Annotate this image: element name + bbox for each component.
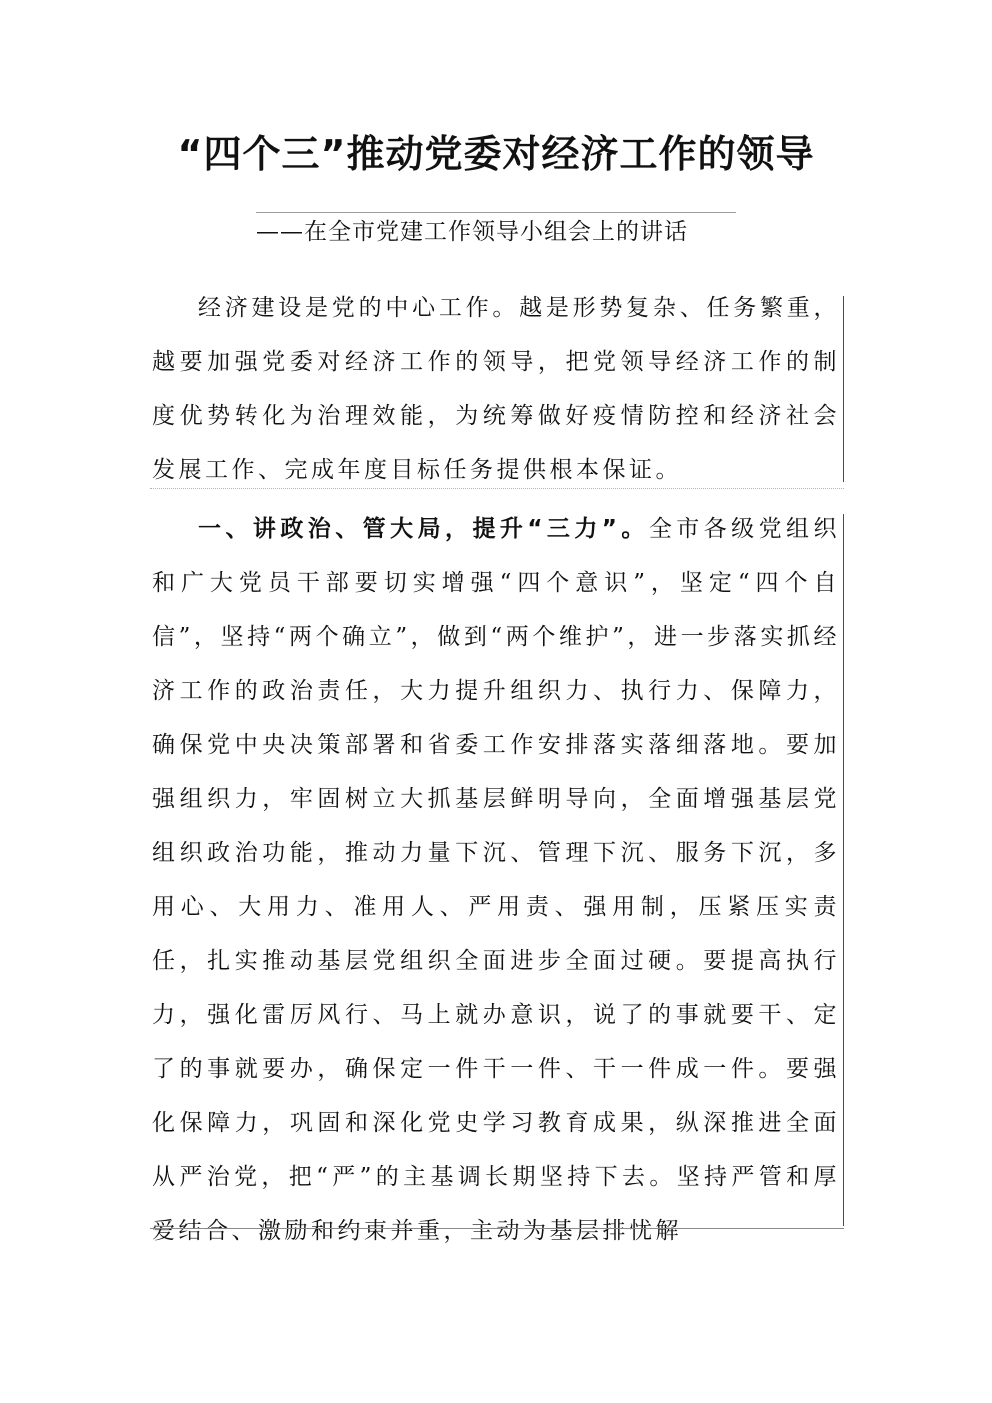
paragraph-intro-text: 经济建设是党的中心工作。越是形势复杂、任务繁重，越要加强党委对经济工作的领导，把党领导经济工作的制度优势转化为治理效能，为统筹做好疫情防控和经济社会发展工作、完成年度目标任务提供根本保证。 [152, 295, 840, 483]
document-subtitle: ——在全市党建工作领导小组会上的讲话 [256, 219, 688, 245]
subtitle-rule [256, 212, 736, 213]
paragraph-divider [150, 488, 844, 489]
margin-line-marks [843, 296, 844, 482]
paragraph-section-one [152, 502, 840, 1258]
paragraph-intro [152, 281, 840, 497]
section-heading: 一、讲政治、管大局，提升“三力”。 [198, 516, 649, 542]
section-body-text: 全市各级党组织和广大党员干部要切实增强“四个意识”，坚定“四个自信”，坚持“两个确立”，做到“两个维护”，进一步落实抓经济工作的政治责任，大力提升组织力、执行力、保障力，确保党中央决策部署和省委工作安排落实落细落地。要加强组织力，牢固树立大抓基层鲜明导向，全面增强基层党组织政治功能，推动力量下沉、管理下沉、服务下沉，多用心、大用力、准用人、严用责、强用制，压紧压实责任，扎实推动基层党组织全面进步全面过硬。要提高执行力，强化雷厉风行、马上就办意识，说了的事就要干、定了的事就要办，确保定一件干一件、干一件成一件。要强化保障力，巩固和深化党史学习教育成果，纵深推进全面从严治党，把“严”的主基调长期坚持下去。坚持严管和厚爱结合、激励和约束并重，主动为基层排忧解 [152, 516, 841, 1244]
text-area-bottom-rule [150, 1228, 844, 1229]
margin-line-marks [843, 514, 844, 1226]
document-title: “四个三”推动党委对经济工作的领导 [177, 132, 815, 176]
